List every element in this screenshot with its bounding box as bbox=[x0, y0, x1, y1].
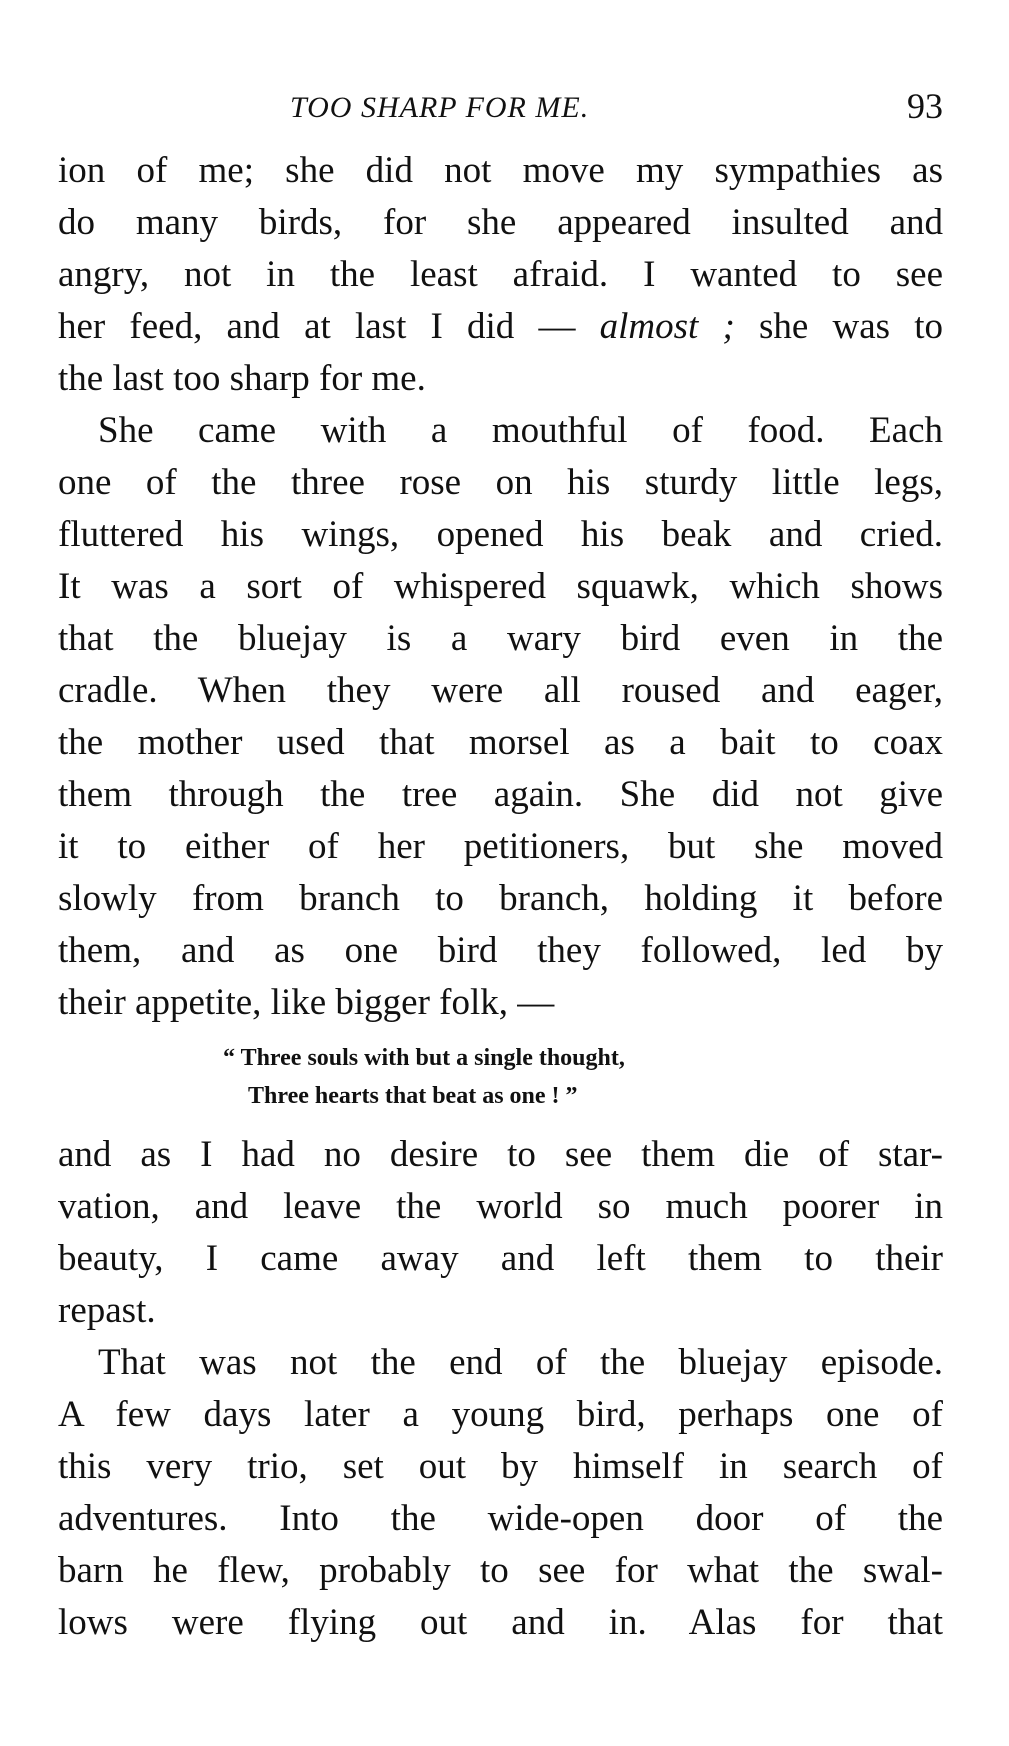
text-line: beauty, I came away and left them to their bbox=[58, 1238, 943, 1279]
text-line: lows were flying out and in. Alas for that bbox=[58, 1602, 943, 1643]
text-segment: she was to bbox=[759, 306, 943, 347]
text-line: one of the three rose on his sturdy little legs, bbox=[58, 462, 943, 503]
text-line: cradle. When they were all roused and eager, bbox=[58, 670, 943, 711]
text-line: It was a sort of whispered squawk, which shows bbox=[58, 566, 943, 607]
running-title: TOO SHARP FOR ME. bbox=[290, 91, 590, 124]
page-header bbox=[58, 85, 943, 145]
text-line: That was not the end of the bluejay episode. bbox=[98, 1342, 943, 1383]
text-line: them, and as one bird they followed, led by bbox=[58, 930, 943, 971]
italic-word: almost ; bbox=[599, 306, 735, 347]
text-line: the mother used that morsel as a bait to coax bbox=[58, 722, 943, 763]
text-line: adventures. Into the wide-open door of the bbox=[58, 1498, 943, 1539]
text-line: ion of me; she did not move my sympathies as bbox=[58, 150, 943, 191]
text-line: barn he flew, probably to see for what the swal- bbox=[58, 1550, 943, 1591]
text-line: the last too sharp for me. bbox=[58, 358, 426, 399]
text-line: their appetite, like bigger folk, — bbox=[58, 982, 555, 1023]
text-line: do many birds, for she appeared insulted and bbox=[58, 202, 943, 243]
text-segment: her feed, and at last I did — bbox=[58, 306, 576, 347]
book-page bbox=[58, 85, 943, 1649]
text-line-mixed bbox=[58, 301, 943, 353]
paragraph-3 bbox=[58, 1129, 943, 1337]
text-line: angry, not in the least afraid. I wanted to see bbox=[58, 254, 943, 295]
page-number: 93 bbox=[907, 86, 943, 126]
text-line: slowly from branch to branch, holding it before bbox=[58, 878, 943, 919]
paragraph-4 bbox=[58, 1337, 943, 1649]
text-line: it to either of her petitioners, but she moved bbox=[58, 826, 943, 867]
text-line: vation, and leave the world so much poorer in bbox=[58, 1186, 943, 1227]
text-line: that the bluejay is a wary bird even in the bbox=[58, 618, 943, 659]
text-line: this very trio, set out by himself in search of bbox=[58, 1446, 943, 1487]
poem-line: “ Three souls with but a single thought, bbox=[223, 1045, 625, 1071]
paragraph-2 bbox=[58, 405, 943, 1029]
text-line: fluttered his wings, opened his beak and cried. bbox=[58, 514, 943, 555]
text-line: them through the tree again. She did not give bbox=[58, 774, 943, 815]
poem-line: Three hearts that beat as one ! ” bbox=[248, 1083, 578, 1109]
text-line: and as I had no desire to see them die of star- bbox=[58, 1134, 943, 1175]
text-line: repast. bbox=[58, 1290, 156, 1331]
text-line: She came with a mouthful of food. Each bbox=[98, 410, 943, 451]
poem-quote bbox=[223, 1039, 943, 1115]
paragraph-1 bbox=[58, 145, 943, 405]
text-line: A few days later a young bird, perhaps one of bbox=[58, 1394, 943, 1435]
